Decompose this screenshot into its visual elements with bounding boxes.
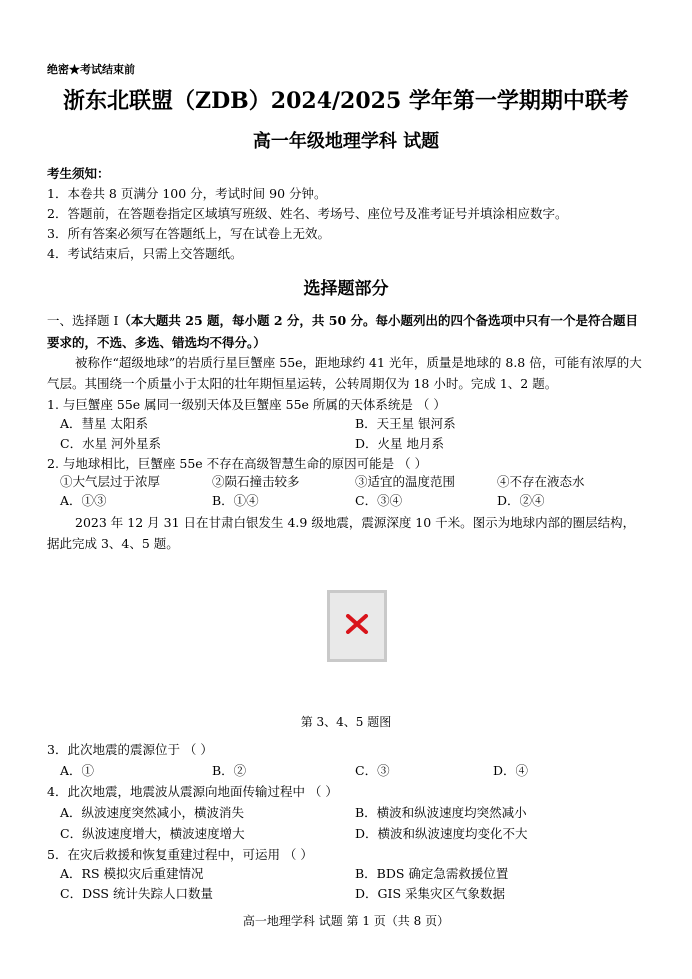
q4-option-d: D．横波和纵波速度均变化不大 (355, 826, 528, 841)
confidential-label: 绝密★考试结束前 (47, 63, 135, 76)
broken-image-icon (345, 614, 369, 634)
page-footer: 高一地理学科 试题 第 1 页（共 8 页） (242, 914, 450, 928)
q5-option-a: A．RS 模拟灾后重建情况 (60, 866, 204, 881)
q2-option-b: B．①④ (212, 493, 259, 508)
notice-item: 3．所有答案必须写在答题纸上，写在试卷上无效。 (47, 226, 330, 241)
part-label: 一、选择题 I (47, 313, 119, 328)
q2-statement-2: ②陨石撞击较多 (212, 474, 300, 489)
question-1-stem: 1. 与巨蟹座 55e 属同一级别天体及巨蟹座 55e 所属的天体系统是 （ ） (47, 397, 446, 412)
q1-option-c: C．水星 河外星系 (60, 436, 162, 451)
q3-option-a: A．① (60, 763, 95, 778)
q3-option-b: B．② (212, 763, 247, 778)
section-title: 选择题部分 (303, 279, 389, 299)
exam-subtitle: 高一年级地理学科 试题 (252, 131, 440, 152)
notice-heading: 考生须知： (47, 166, 110, 181)
q4-option-a: A．纵波速度突然减小，横波消失 (60, 805, 245, 820)
question-4-stem: 4．此次地震，地震波从震源向地面传输过程中 （ ） (47, 784, 338, 799)
broken-image-placeholder (327, 590, 387, 662)
q1-option-b: B．天王星 银河系 (355, 416, 456, 431)
q4-option-b: B．横波和纵波速度均突然减小 (355, 805, 527, 820)
q4-option-c: C．纵波速度增大，横波速度增大 (60, 826, 245, 841)
passage-2: 2023 年 12 月 31 日在甘肃白银发生 4.9 级地震，震源深度 10 千米。图示为地球内部的圈层结构，据此完成 3、4、5 题。 (47, 515, 636, 551)
question-2-stem: 2. 与地球相比，巨蟹座 55e 不存在高级智慧生命的原因可能是 （ ） (47, 456, 428, 471)
q2-statement-4: ④不存在液态水 (497, 474, 585, 489)
q3-option-d: D．④ (493, 763, 529, 778)
notice-item: 2．答题前，在答题卷指定区域填写班级、姓名、考场号、座位号及准考证号并填涂相应数字。 (47, 206, 568, 221)
part-header (47, 310, 647, 354)
q5-option-b: B．BDS 确定急需救援位置 (355, 866, 509, 881)
q2-statement-1: ①大气层过于浓厚 (60, 474, 161, 489)
q2-statement-3: ③适宜的温度范围 (355, 474, 456, 489)
q3-option-c: C．③ (355, 763, 390, 778)
q2-option-a: A．①③ (60, 493, 107, 508)
q1-option-a: A．彗星 太阳系 (60, 416, 149, 431)
passage-1: 被称作“超级地球”的岩质行星巨蟹座 55e，距地球约 41 光年，质量是地球的 8.8 倍，可能有浓厚的大气层。其围绕一个质量小于太阳的壮年期恒星运转，公转周期仅为 18 小时。完成 1、2 题。 (47, 355, 642, 391)
q2-option-c: C．③④ (355, 493, 403, 508)
notice-item: 1．本卷共 8 页满分 100 分，考试时间 90 分钟。 (47, 186, 327, 201)
q2-option-d: D．②④ (497, 493, 545, 508)
figure-caption: 第 3、4、5 题图 (300, 715, 392, 729)
notice-item: 4．考试结束后，只需上交答题纸。 (47, 246, 243, 261)
exam-title: 浙东北联盟（ZDB）2024/2025 学年第一学期期中联考 (63, 88, 629, 114)
question-3-stem: 3．此次地震的震源位于 （ ） (47, 742, 213, 757)
q1-option-d: D．火星 地月系 (355, 436, 444, 451)
question-5-stem: 5．在灾后救援和恢复重建过程中，可运用 （ ） (47, 847, 313, 862)
part-rules: （本大题共 25 题，每小题 2 分，共 50 分。每小题列出的四个备选项中只有一个是符合题目要求的，不选、多选、错选均不得分。） (47, 313, 639, 350)
q5-option-d: D．GIS 采集灾区气象数据 (355, 886, 505, 901)
q5-option-c: C．DSS 统计失踪人口数量 (60, 886, 213, 901)
